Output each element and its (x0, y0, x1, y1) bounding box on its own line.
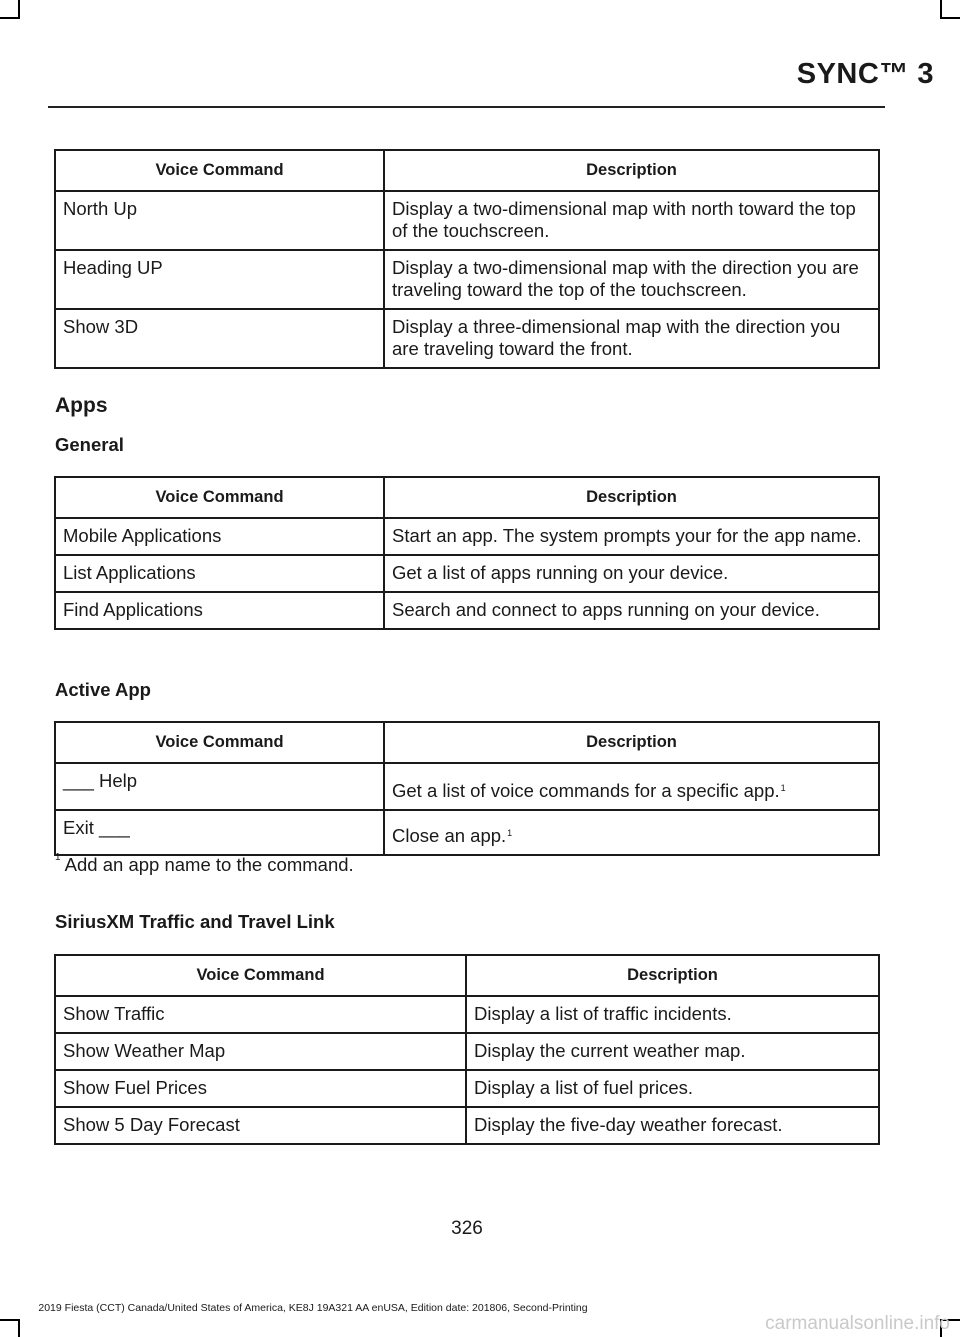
table-header-row (55, 150, 879, 191)
command-description: Display a two-dimensional map with the direction you are traveling toward the top of the touchscreen. (384, 250, 879, 309)
table-row (55, 555, 879, 592)
table-row (55, 191, 879, 250)
table-header-row (55, 955, 879, 996)
command-description: Display a list of fuel prices. (466, 1070, 879, 1107)
page-number: 326 (451, 1218, 483, 1239)
command-description: Display a three-dimensional map with the direction you are traveling toward the front. (384, 309, 879, 368)
description-text: Close an app. (392, 825, 507, 846)
voice-command: Show 5 Day Forecast (55, 1107, 466, 1144)
column-header-description: Description (384, 477, 879, 518)
navigation-commands-table (54, 149, 880, 369)
voice-command: Show 3D (55, 309, 384, 368)
column-header-description: Description (384, 150, 879, 191)
command-description: Get a list of apps running on your device. (384, 555, 879, 592)
voice-command: Exit ___ (55, 810, 384, 855)
table-row (55, 810, 879, 855)
command-description: Start an app. The system prompts your for the app name. (384, 518, 879, 555)
page-header-title: SYNC™ 3 (796, 58, 934, 90)
section-heading-apps: Apps (55, 394, 108, 417)
crop-mark (0, 17, 20, 19)
table-row (55, 592, 879, 629)
table-row (55, 250, 879, 309)
table-row (55, 1107, 879, 1144)
column-header-command: Voice Command (55, 150, 384, 191)
crop-mark (0, 1319, 20, 1321)
column-header-command: Voice Command (55, 477, 384, 518)
voice-command: Show Fuel Prices (55, 1070, 466, 1107)
command-description: Display a two-dimensional map with north toward the top of the touchscreen. (384, 191, 879, 250)
column-header-command: Voice Command (55, 722, 384, 763)
footnote-text: Add an app name to the command. (60, 854, 354, 875)
crop-mark (940, 17, 960, 19)
voice-command: Show Traffic (55, 996, 466, 1033)
voice-command: List Applications (55, 555, 384, 592)
crop-mark (940, 0, 942, 17)
table-row (55, 1070, 879, 1107)
voice-command: Mobile Applications (55, 518, 384, 555)
column-header-description: Description (384, 722, 879, 763)
crop-mark (18, 0, 20, 17)
subsection-heading-active-app: Active App (55, 679, 151, 700)
command-description: Display the current weather map. (466, 1033, 879, 1070)
footnote (55, 854, 354, 876)
voice-command: Heading UP (55, 250, 384, 309)
subsection-heading-general: General (55, 434, 124, 455)
edition-line: 2019 Fiesta (CCT) Canada/United States of America, KE8J 19A321 AA enUSA, Edition date: 201806, Second-Printing (38, 1302, 588, 1314)
watermark: carmanualsonline.info (765, 1313, 950, 1334)
header-rule (48, 106, 885, 108)
command-description: Display the five-day weather forecast. (466, 1107, 879, 1144)
active-app-table (54, 721, 880, 856)
siriusxm-commands-table (54, 954, 880, 1145)
table-row (55, 996, 879, 1033)
voice-command: North Up (55, 191, 384, 250)
command-description: Search and connect to apps running on your device. (384, 592, 879, 629)
command-description: Display a list of traffic incidents. (466, 996, 879, 1033)
command-description (384, 810, 879, 855)
footnote-reference: 1 (507, 828, 513, 838)
voice-command: ___ Help (55, 763, 384, 810)
table-header-row (55, 722, 879, 763)
general-apps-table (54, 476, 880, 630)
section-heading-siriusxm: SiriusXM Traffic and Travel Link (55, 911, 335, 932)
table-row (55, 1033, 879, 1070)
footnote-reference: 1 (780, 783, 786, 793)
voice-command: Find Applications (55, 592, 384, 629)
column-header-command: Voice Command (55, 955, 466, 996)
table-row (55, 309, 879, 368)
table-header-row (55, 477, 879, 518)
footnote-marker: 1 (55, 852, 61, 863)
voice-command: Show Weather Map (55, 1033, 466, 1070)
crop-mark (18, 1319, 20, 1337)
command-description (384, 763, 879, 810)
column-header-description: Description (466, 955, 879, 996)
table-row (55, 763, 879, 810)
table-row (55, 518, 879, 555)
description-text: Get a list of voice commands for a specific app. (392, 780, 780, 801)
